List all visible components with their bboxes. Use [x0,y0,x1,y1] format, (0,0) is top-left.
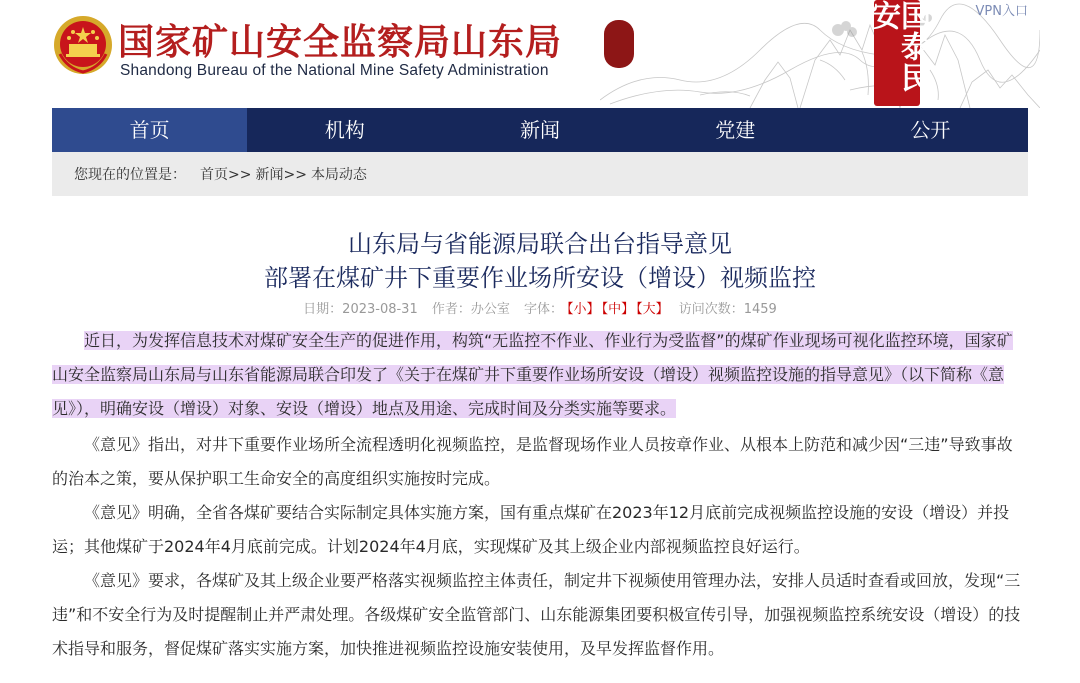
article-author: 作者：办公室 [431,302,510,317]
font-small-button[interactable]: 【小】 [567,302,600,317]
vpn-entry-link[interactable]: VPN入口 [975,4,1028,19]
article-title-line-2: 部署在煤矿井下重要作业场所安设（增设）视频监控 [264,264,816,292]
nav-item-organization[interactable]: 机构 [324,118,365,142]
nav-item-public-info[interactable]: 公开 [910,118,951,142]
article-date: 日期：2023-08-31 [303,302,418,317]
article-paragraph: 《意见》要求，各煤矿及其上级企业要严格落实视频监控主体责任，制定井下视频使用管理办法，安排人员适时查看或回放，发现“三违”和不安全行为及时提醒制止并严肃处理。各级煤矿安全监管部门、山东能源集团要积极宣传引导，加强视频监控系统安设（增设）的技术指导和服务，督促煤矿落实实施方案，加快推进视频监控设施安装使用，及早发挥监督作用。 [52,571,1021,658]
main-nav [52,108,1028,152]
font-size-label: 字体： [524,302,564,317]
visit-count: 访问次数：1459 [678,302,777,317]
national-emblem-icon [52,14,114,76]
font-large-button[interactable]: 【大】 [636,302,669,317]
article-paragraph [52,324,1028,426]
breadcrumb-home-link[interactable]: 首页>> [200,167,252,183]
nav-item-party-building[interactable]: 党建 [715,118,756,142]
breadcrumb-prefix: 您现在的位置是： [74,167,186,183]
article-title-line-1: 山东局与省能源局联合出台指导意见 [348,230,732,258]
site-subtitle: Shandong Bureau of the National Mine Safety Administration [120,62,549,79]
breadcrumb-news-link[interactable]: 新闻>> [255,167,307,183]
breadcrumb [52,152,1028,196]
article-paragraph: 《意见》指出，对井下重要作业场所全流程透明化视频监控，是监督现场作业人员按章作业、从根本上防范和减少因“三违”导致事故的治本之策，要从保护职工生命安全的高度组织实施按时完成。 [52,435,1013,488]
article-meta [0,298,1080,317]
nav-item-news[interactable]: 新闻 [520,118,560,142]
site-header [0,0,1080,108]
article-body [52,324,1028,666]
red-seal-stamp: 国泰民安 [874,0,920,106]
site-title: 国家矿山安全监察局山东局 [118,22,563,63]
highlighted-text: 近日，为发挥信息技术对煤矿安全生产的促进作用，构筑“无监控不作业、作业行为受监督”的煤矿作业现场可视化监控环境，国家矿山安全监察局山东局与山东省能源局联合印发了《关于在煤矿井下重要作业场所安设（增设）视频监控设施的指导意见》（以下简称《意见》），明确安设（增设）对象、安设（增设）地点及用途、完成时间及分类实施等要求。 [52,331,1013,418]
article-paragraph: 《意见》明确，全省各煤矿要结合实际制定具体实施方案，国有重点煤矿在2023年12月底前完成视频监控设施的安设（增设）并投运；其他煤矿于2024年4月底前完成。计划2024年4月底，实现煤矿及其上级企业内部视频监控良好运行。 [52,503,1010,556]
official-site-seal [604,20,634,68]
nav-item-home[interactable]: 首页 [52,108,247,152]
mountain-illustration [600,0,1040,108]
breadcrumb-current-link[interactable]: 本局动态 [310,167,367,183]
font-medium-button[interactable]: 【中】 [601,302,635,317]
